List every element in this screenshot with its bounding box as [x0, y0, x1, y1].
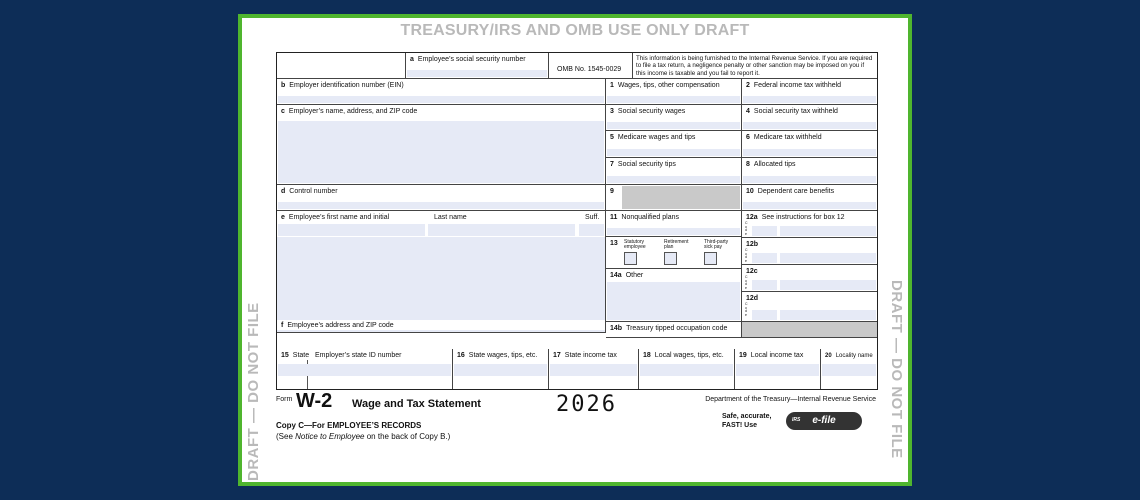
box-16-label: State wages, tips, etc.: [468, 352, 538, 359]
box-14b[interactable]: [606, 322, 742, 338]
box-1[interactable]: [606, 79, 742, 105]
top-left-blank: [277, 53, 406, 79]
form-footer: [276, 390, 876, 474]
control-input[interactable]: [278, 202, 604, 209]
employee-first-input[interactable]: [278, 224, 425, 236]
employee-last-label: Last name: [434, 214, 467, 221]
copy-c-label: Copy C—For EMPLOYEE’S RECORDS: [276, 421, 422, 430]
omb-number: OMB No. 1545-0029: [557, 66, 622, 73]
box-10[interactable]: [742, 185, 877, 211]
box-11-input[interactable]: [607, 228, 740, 235]
box-20-num: 20: [825, 353, 832, 359]
box-9-num: 9: [610, 188, 614, 195]
box-17[interactable]: [549, 349, 639, 389]
ein-label: Employer identification number (EIN): [289, 82, 404, 89]
thirdparty-label: Third-party sick pay: [704, 239, 729, 250]
box-20-input[interactable]: [822, 364, 876, 376]
ein-letter: b: [281, 82, 286, 89]
box-3-input[interactable]: [607, 122, 740, 129]
box-5-input[interactable]: [607, 149, 740, 156]
employee-first-label: Employee’s first name and initial: [288, 214, 390, 221]
box-20[interactable]: [821, 349, 877, 389]
box-2-input[interactable]: [743, 96, 876, 103]
employee-name-box[interactable]: [277, 211, 606, 237]
copy-notice: [276, 432, 450, 441]
box-14b-num: 14b: [610, 325, 623, 332]
w2-form-frame: [238, 14, 912, 486]
box-2-label: Federal income tax withheld: [753, 82, 842, 89]
box-19-label: Local income tax: [750, 352, 804, 359]
box-1-num: 1: [610, 82, 614, 89]
copy-notice-rest: on the back of Copy B.): [364, 432, 451, 441]
box-18-num: 18: [643, 352, 651, 359]
box-15-num: 15: [281, 352, 289, 359]
box-12d[interactable]: [742, 292, 877, 322]
box-7[interactable]: [606, 158, 742, 185]
box-12a-code-input[interactable]: [752, 226, 777, 236]
box-12a-input[interactable]: [780, 226, 876, 236]
box-7-label: Social security tips: [617, 161, 676, 168]
employer-name-input[interactable]: [278, 121, 604, 183]
box-12a[interactable]: [742, 211, 877, 238]
ein-input[interactable]: [278, 96, 604, 103]
box-12c[interactable]: [742, 265, 877, 292]
box-13[interactable]: [606, 237, 742, 269]
employee-name-letter: e: [281, 214, 285, 221]
box-15-label: State: [292, 352, 310, 359]
ein-box[interactable]: [277, 79, 606, 105]
box-10-label: Dependent care benefits: [757, 188, 835, 195]
box-5[interactable]: [606, 131, 742, 158]
box-2-num: 2: [746, 82, 750, 89]
employer-name-box[interactable]: [277, 105, 606, 185]
box-14b-label: Treasury tipped occupation code: [626, 325, 728, 332]
box-3-label: Social security wages: [617, 108, 686, 115]
box-12b[interactable]: [742, 238, 877, 265]
employee-address-box[interactable]: [277, 237, 606, 333]
box-18-input[interactable]: [640, 364, 733, 376]
box-12d-code-input[interactable]: [752, 310, 777, 320]
box-17-num: 17: [553, 352, 561, 359]
box-16-input[interactable]: [454, 364, 547, 376]
form-word: Form: [276, 396, 293, 403]
employer-name-label: Employer’s name, address, and ZIP code: [288, 108, 418, 115]
ssn-box[interactable]: [406, 53, 549, 79]
box-12c-code: C o d e: [745, 275, 748, 290]
box-12a-code: C o d e: [745, 221, 748, 236]
box-12b-num: 12b: [746, 241, 759, 248]
retirement-label: Retirement plan: [664, 239, 689, 250]
box-12a-label: See instructions for box 12: [761, 214, 845, 221]
safe-line: Safe, accurate,: [722, 413, 772, 420]
box-12b-code: C o d e: [745, 248, 748, 263]
box-12c-code-input[interactable]: [752, 280, 777, 290]
statutory-label: Statutory employee: [624, 239, 646, 250]
box-11-label: Nonqualified plans: [621, 214, 680, 221]
draft-side-right: DRAFT — DO NOT FILE: [888, 280, 905, 459]
shaded-block: [742, 322, 877, 338]
box-8-label: Allocated tips: [753, 161, 796, 168]
box-12d-code: C o d e: [745, 302, 748, 317]
box-6-label: Medicare tax withheld: [753, 134, 822, 141]
box-7-input[interactable]: [607, 176, 740, 183]
box-17-label: State income tax: [564, 352, 617, 359]
box-12b-code-input[interactable]: [752, 253, 777, 263]
box-3[interactable]: [606, 105, 742, 131]
box-13-num: 13: [610, 240, 618, 247]
box-11-num: 11: [610, 214, 618, 221]
box-5-num: 5: [610, 134, 614, 141]
box-12c-num: 12c: [746, 268, 758, 275]
box-8-input[interactable]: [743, 176, 876, 183]
omb-box: [549, 53, 633, 79]
box-11[interactable]: [606, 211, 742, 237]
irs-efile-logo: [786, 412, 862, 430]
box-1-input[interactable]: [607, 96, 740, 103]
box-4[interactable]: [742, 105, 877, 131]
box-3-num: 3: [610, 108, 614, 115]
box-5-label: Medicare wages and tips: [617, 134, 696, 141]
control-letter: d: [281, 188, 286, 195]
box-9-shaded: [622, 186, 740, 209]
employee-address-letter: f: [281, 322, 284, 329]
box-12b-input[interactable]: [780, 253, 876, 263]
department-label: Department of the Treasury—Internal Revenue Service: [705, 396, 876, 403]
box-4-label: Social security tax withheld: [753, 108, 838, 115]
box-6[interactable]: [742, 131, 877, 158]
fast-line: FAST! Use: [722, 422, 758, 429]
box-12c-input[interactable]: [780, 280, 876, 290]
ssn-input[interactable]: [407, 70, 547, 77]
w2-grid: [276, 52, 878, 390]
box-15[interactable]: [277, 349, 453, 389]
box-15-id-label: Employer’s state ID number: [315, 352, 402, 359]
box-14a-input[interactable]: [607, 282, 740, 320]
box-12a-num: 12a: [746, 214, 758, 221]
safe-accurate-label: [722, 412, 771, 430]
box-18[interactable]: [639, 349, 735, 389]
box-18-label: Local wages, tips, etc.: [654, 352, 724, 359]
box-17-input[interactable]: [550, 364, 637, 376]
control-number-box[interactable]: [277, 185, 606, 211]
employer-name-letter: c: [281, 108, 285, 115]
draft-side-left: DRAFT — DO NOT FILE: [245, 302, 262, 481]
statutory-checkbox[interactable]: [624, 252, 637, 265]
box-2[interactable]: [742, 79, 877, 105]
box-6-input[interactable]: [743, 149, 876, 156]
box-1-label: Wages, tips, other compensation: [617, 82, 720, 89]
box-12d-num: 12d: [746, 295, 759, 302]
box-7-num: 7: [610, 161, 614, 168]
ssn-letter: a: [410, 56, 414, 63]
box-9: [606, 185, 742, 211]
box-16-num: 16: [457, 352, 465, 359]
employee-last-input[interactable]: [428, 224, 575, 236]
efile-logo-text: e-file: [812, 415, 836, 426]
box-10-input[interactable]: [743, 202, 876, 209]
form-number: W-2: [296, 390, 333, 412]
ssn-label: Employee’s social security number: [417, 56, 526, 63]
box-10-num: 10: [746, 188, 754, 195]
retirement-checkbox[interactable]: [664, 252, 677, 265]
tax-year: 2026: [556, 392, 617, 417]
box-19-input[interactable]: [736, 364, 819, 376]
box-15-input[interactable]: [278, 364, 451, 376]
employee-suff-input[interactable]: [579, 224, 604, 236]
form-title: Wage and Tax Statement: [352, 398, 481, 410]
thirdparty-checkbox[interactable]: [704, 252, 717, 265]
box-4-num: 4: [746, 108, 750, 115]
box-14a-num: 14a: [610, 272, 622, 279]
box-8-num: 8: [746, 161, 750, 168]
control-label: Control number: [289, 188, 338, 195]
box-6-num: 6: [746, 134, 750, 141]
box-4-input[interactable]: [743, 122, 876, 129]
box-14a-label: Other: [625, 272, 644, 279]
box-20-label: Locality name: [835, 353, 873, 359]
box-14a[interactable]: [606, 269, 742, 322]
irs-logo-text: IRS: [792, 417, 801, 423]
irs-notice-text: This information is being furnished to the Internal Revenue Service. If you are required to file a tax return, a negligence penalty or other sanction may be imposed on you if this income is taxable and you fail to report it.: [636, 55, 873, 77]
box-19-num: 19: [739, 352, 747, 359]
copy-notice-italic: Notice to Employee: [295, 432, 365, 441]
box-19[interactable]: [735, 349, 821, 389]
box-8[interactable]: [742, 158, 877, 185]
employee-suff-label: Suff.: [585, 214, 600, 221]
copy-notice-see: (See: [276, 432, 296, 441]
box-12d-input[interactable]: [780, 310, 876, 320]
irs-notice: [633, 53, 877, 79]
draft-banner: TREASURY/IRS AND OMB USE ONLY DRAFT: [400, 22, 750, 39]
employee-address-label: Employee’s address and ZIP code: [287, 322, 394, 329]
box-16[interactable]: [453, 349, 549, 389]
